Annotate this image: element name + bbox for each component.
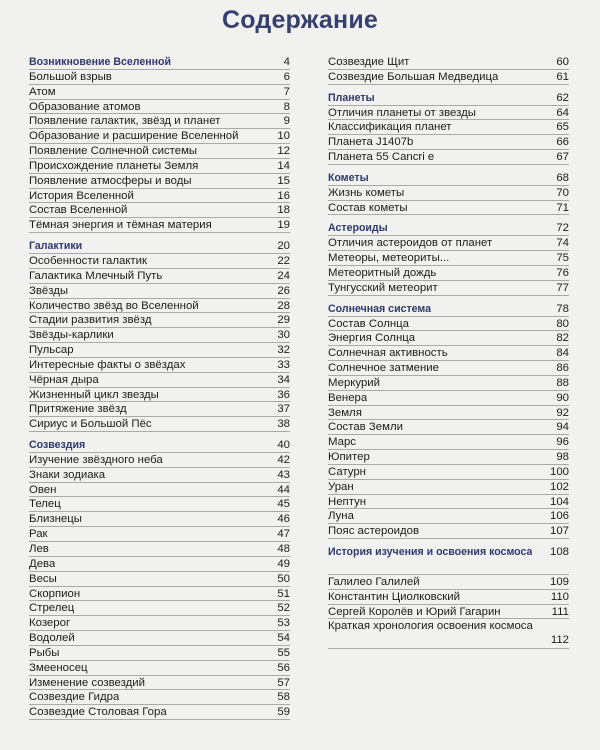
toc-page-number: 57	[277, 676, 290, 689]
toc-page-number: 60	[556, 56, 569, 68]
toc-entry-title: Галактика Млечный Путь	[29, 269, 163, 282]
toc-entry	[328, 590, 569, 605]
toc-page-number: 16	[277, 189, 290, 202]
toc-entry	[328, 106, 569, 121]
toc-page-number: 106	[549, 510, 569, 523]
toc-column-right	[328, 55, 569, 649]
toc-entry	[328, 391, 569, 406]
toc-entry-title: Солнечная активность	[328, 347, 448, 360]
toc-entry-title: Созвездия	[29, 439, 86, 452]
toc-entry-title: Водолей	[29, 632, 75, 645]
toc-entry-title: Образование атомов	[29, 100, 141, 113]
toc-entry	[328, 480, 569, 495]
toc-page-number: 96	[556, 436, 569, 449]
toc-entry-title: Состав Вселенной	[29, 204, 128, 217]
toc-entry-title: Происхождение планеты Земля	[29, 159, 199, 172]
toc-entry-title: Планета 55 Cancri e	[328, 151, 435, 164]
toc-entry-title: Чёрная дыра	[29, 373, 99, 386]
toc-entry-title: Образование и расширение Вселенной	[29, 130, 239, 143]
toc-page-number: 77	[556, 281, 569, 294]
toc-entry-title: Возникновение Вселенной	[29, 56, 172, 68]
toc-entry	[29, 114, 290, 129]
toc-page-number: 90	[556, 391, 569, 404]
toc-page-number: 10	[277, 130, 290, 143]
toc-page-number: 76	[556, 266, 569, 279]
toc-page-number: 104	[549, 495, 569, 508]
toc-entry	[328, 376, 569, 391]
toc-page-number: 4	[283, 56, 290, 68]
toc-entry	[29, 100, 290, 115]
toc-entry-title: Дева	[29, 557, 56, 570]
toc-page-number: 74	[556, 237, 569, 250]
toc-page-number: 52	[277, 602, 290, 615]
toc-entry	[29, 572, 290, 587]
toc-entry	[29, 284, 290, 299]
toc-entry-title: Планеты	[328, 91, 375, 104]
toc-entry-title: Знаки зодиака	[29, 468, 106, 481]
toc-entry-title: Юпитер	[328, 451, 370, 464]
toc-entry	[29, 203, 290, 218]
toc-section-heading	[328, 221, 569, 236]
toc-entry-title: Рак	[29, 528, 48, 541]
page-title: Содержание	[221, 6, 379, 34]
toc-entry-title: Жизнь кометы	[328, 186, 405, 199]
toc-entry	[29, 497, 290, 512]
toc-entry	[328, 605, 569, 620]
toc-entry	[29, 189, 290, 204]
toc-entry-title: Планета J1407b	[328, 136, 414, 149]
toc-entry	[328, 361, 569, 376]
toc-entry	[328, 251, 569, 266]
toc-entry-title: Константин Циолковский	[328, 590, 460, 603]
toc-entry-title: Астероиды	[328, 222, 388, 235]
toc-entry-title: Метеоритный дождь	[328, 266, 437, 279]
toc-section-heading	[328, 302, 569, 317]
toc-entry	[328, 281, 569, 296]
toc-entry	[328, 346, 569, 361]
toc-entry-title: Галактики	[29, 240, 83, 253]
toc-page-number: 84	[556, 347, 569, 360]
toc-entry-title: Состав Земли	[328, 421, 403, 434]
toc-page-number: 107	[549, 525, 569, 538]
toc-entry	[328, 524, 569, 539]
toc-page-number: 12	[277, 145, 290, 158]
toc-entry	[328, 266, 569, 281]
toc-entry-title: Стрелец	[29, 602, 75, 615]
toc-entry	[328, 406, 569, 421]
toc-entry-title: Лев	[29, 543, 49, 555]
toc-entry	[29, 601, 290, 616]
toc-page-number: 46	[277, 513, 290, 526]
toc-entry	[328, 55, 569, 70]
toc-section-heading	[328, 91, 569, 106]
toc-entry-title: Созвездие Щит	[328, 56, 410, 68]
toc-page-number: 75	[556, 252, 569, 265]
toc-entry	[328, 135, 569, 150]
toc-page-number: 102	[549, 480, 569, 493]
toc-entry-title: Уран	[328, 480, 354, 493]
toc-entry	[29, 557, 290, 572]
toc-page-number: 71	[556, 201, 569, 214]
toc-page-number: 20	[277, 240, 290, 253]
toc-page-number: 18	[277, 204, 290, 217]
toc-entry	[328, 186, 569, 201]
toc-page-number: 78	[556, 302, 569, 315]
toc-entry-title: Созвездие Гидра	[29, 691, 120, 704]
toc-page-number: 15	[277, 174, 290, 187]
toc-entry	[29, 646, 290, 661]
toc-entry-title: Звёзды	[29, 284, 69, 297]
toc-entry	[29, 129, 290, 144]
toc-entry	[29, 254, 290, 269]
toc-entry	[29, 468, 290, 483]
toc-page-number: 94	[556, 421, 569, 434]
toc-page-number: 9	[283, 115, 290, 128]
toc-page-number: 14	[277, 159, 290, 172]
toc-entry-title: Пояс астероидов	[328, 525, 420, 538]
toc-entry-title: Созвездие Столовая Гора	[29, 706, 167, 719]
toc-page-number: 43	[277, 468, 290, 481]
toc-entry	[328, 150, 569, 165]
toc-entry	[29, 159, 290, 174]
toc-entry	[29, 373, 290, 388]
toc-entry	[29, 512, 290, 527]
toc-entry	[29, 483, 290, 498]
toc-entry	[29, 661, 290, 676]
toc-entry	[328, 495, 569, 510]
toc-page-number: 111	[551, 605, 569, 618]
toc-page-number: 29	[277, 314, 290, 327]
toc-entry-title: Солнечная система	[328, 302, 432, 315]
toc-page-number: 50	[277, 572, 290, 585]
toc-entry	[29, 358, 290, 373]
toc-entry-title: Телец	[29, 498, 61, 511]
toc-entry-title: Особенности галактик	[29, 254, 147, 267]
toc-page-number: 40	[277, 439, 290, 452]
toc-entry-title: История изучения и освоения космоса	[328, 546, 533, 559]
toc-page-number: 44	[277, 483, 290, 496]
toc-entry-title: Отличия астероидов от планет	[328, 237, 493, 250]
toc-page-number: 53	[277, 617, 290, 630]
toc-page-number: 58	[277, 691, 290, 704]
toc-page-number: 88	[556, 376, 569, 389]
toc-page-number: 42	[277, 453, 290, 466]
toc-entry-title: Большой взрыв	[29, 70, 112, 83]
toc-entry	[29, 587, 290, 602]
toc-entry-title: Пульсар	[29, 344, 74, 357]
toc-entry-title: Венера	[328, 391, 368, 404]
toc-page-number: 72	[556, 222, 569, 235]
toc-page-number: 54	[277, 632, 290, 645]
toc-page-number: 64	[556, 106, 569, 119]
toc-entry-title: Сергей Королёв и Юрий Гагарин	[328, 605, 501, 618]
toc-page-number: 56	[277, 661, 290, 674]
toc-entry	[29, 144, 290, 159]
toc-page-number: 24	[277, 269, 290, 282]
toc-entry	[29, 70, 290, 85]
toc-page-number: 38	[277, 418, 290, 431]
toc-page-number: 70	[556, 186, 569, 199]
toc-page-number: 36	[277, 388, 290, 401]
toc-entry	[29, 313, 290, 328]
toc-entry-title: Кометы	[328, 171, 369, 184]
toc-entry-title: Появление атмосферы и воды	[29, 174, 192, 187]
toc-entry	[29, 402, 290, 417]
toc-page-number: 112	[550, 634, 569, 647]
toc-entry	[29, 343, 290, 358]
toc-entry-title: Звёзды-карлики	[29, 329, 114, 342]
toc-page-number: 47	[277, 528, 290, 541]
toc-page-number: 68	[556, 171, 569, 184]
toc-entry-title: Метеоры, метеориты...	[328, 252, 450, 265]
toc-column-left	[29, 55, 290, 720]
toc-entry-title: Появление галактик, звёзд и планет	[29, 115, 221, 128]
toc-page-number: 30	[277, 329, 290, 342]
toc-entry	[328, 70, 569, 85]
toc-entry-title: Меркурий	[328, 376, 381, 389]
toc-entry-title: Состав кометы	[328, 201, 408, 214]
toc-entry-title: Земля	[328, 406, 362, 419]
toc-page-number: 33	[277, 358, 290, 371]
toc-entry-title: Сириус и Большой Пёс	[29, 418, 152, 431]
toc-entry-title: Отличия планеты от звезды	[328, 106, 476, 119]
toc-entry-title: Тёмная энергия и тёмная материя	[29, 219, 212, 232]
toc-entry-title: Нептун	[328, 495, 367, 508]
toc-page-number: 37	[277, 403, 290, 416]
toc-page-number: 19	[277, 219, 290, 232]
toc-page-number: 100	[549, 465, 569, 478]
toc-section-heading	[29, 55, 290, 70]
toc-entry	[328, 509, 569, 524]
toc-entry-title: Козерог	[29, 617, 71, 630]
toc-page-number: 8	[283, 100, 290, 113]
toc-page-number: 26	[277, 284, 290, 297]
toc-page-number: 108	[549, 546, 569, 559]
toc-entry-title: Созвездие Большая Медведица	[328, 70, 499, 83]
toc-page-number: 55	[277, 646, 290, 659]
toc-entry-title: Марс	[328, 436, 356, 449]
toc-page-number: 80	[556, 317, 569, 330]
toc-entry-title: Змееносец	[29, 661, 88, 674]
toc-entry	[29, 690, 290, 705]
toc-entry	[29, 269, 290, 284]
toc-page-number: 92	[556, 406, 569, 419]
toc-entry	[29, 85, 290, 100]
toc-entry-title: Близнецы	[29, 513, 82, 526]
toc-entry	[328, 201, 569, 216]
toc-page-number: 110	[550, 590, 569, 603]
toc-page-number: 86	[556, 362, 569, 375]
toc-entry	[29, 417, 290, 432]
toc-entry-title: Стадии развития звёзд	[29, 314, 152, 327]
toc-entry	[29, 453, 290, 468]
toc-entry-title: Атом	[29, 85, 56, 98]
toc-entry	[328, 450, 569, 465]
toc-entry	[328, 435, 569, 450]
toc-entry-title: Скорпион	[29, 587, 81, 600]
toc-page-number: 61	[556, 70, 569, 83]
toc-entry	[29, 705, 290, 720]
toc-entry	[328, 465, 569, 480]
toc-entry	[29, 328, 290, 343]
toc-entry	[328, 120, 569, 135]
toc-page-number: 34	[277, 373, 290, 386]
toc-page-number: 62	[556, 91, 569, 104]
toc-page-number: 7	[283, 85, 290, 98]
toc-entry	[29, 676, 290, 691]
toc-entry	[328, 619, 569, 649]
toc-entry-title: Изменение созвездий	[29, 676, 145, 689]
toc-entry-title: Жизненный цикл звезды	[29, 388, 159, 401]
toc-entry-title: Классификация планет	[328, 121, 452, 134]
toc-entry-title: Тунгусский метеорит	[328, 281, 438, 294]
toc-page-number: 65	[556, 121, 569, 134]
toc-entry	[29, 299, 290, 314]
toc-entry-title: Овен	[29, 483, 57, 496]
toc-entry	[29, 388, 290, 403]
toc-entry	[29, 616, 290, 631]
toc-entry-title: Интересные факты о звёздах	[29, 358, 186, 371]
toc-page-number: 66	[556, 136, 569, 149]
toc-entry	[328, 420, 569, 435]
toc-entry-title: Притяжение звёзд	[29, 403, 127, 416]
toc-entry	[29, 174, 290, 189]
toc-entry	[29, 542, 290, 557]
toc-page-number: 32	[277, 344, 290, 357]
toc-entry-title: Солнечное затмение	[328, 362, 439, 375]
toc-entry	[29, 527, 290, 542]
toc-entry-title: Рыбы	[29, 646, 60, 659]
toc-entry-title: Изучение звёздного неба	[29, 453, 163, 466]
toc-page-number: 28	[277, 299, 290, 312]
toc-section-heading	[29, 239, 290, 254]
toc-entry-title: История Вселенной	[29, 189, 134, 202]
toc-entry	[29, 631, 290, 646]
toc-page-number: 45	[277, 498, 290, 511]
toc-entry	[328, 331, 569, 346]
toc-entry	[29, 218, 290, 233]
toc-entry	[328, 317, 569, 332]
toc-page-number: 22	[277, 254, 290, 267]
toc-entry-title: Сатурн	[328, 465, 366, 478]
toc-section-heading	[328, 545, 569, 575]
toc-page-number: 67	[556, 151, 569, 164]
toc-entry-title: Краткая хронология освоения космоса	[328, 620, 533, 633]
toc-page-number: 109	[549, 575, 569, 588]
toc-section-heading	[29, 438, 290, 453]
toc-page-number: 98	[556, 451, 569, 464]
toc-page-number: 82	[556, 332, 569, 345]
toc-section-heading	[328, 171, 569, 186]
toc-entry-title: Луна	[328, 510, 354, 523]
toc-page-number: 6	[283, 70, 290, 83]
toc-entry-title: Количество звёзд во Вселенной	[29, 299, 199, 312]
toc-page-number: 49	[277, 557, 290, 570]
toc-entry-title: Галилео Галилей	[328, 575, 420, 588]
toc-entry	[328, 575, 569, 590]
toc-page-number: 48	[277, 543, 290, 555]
toc-entry-title: Энергия Солнца	[328, 332, 416, 345]
toc-entry	[328, 236, 569, 251]
toc-entry-title: Весы	[29, 572, 57, 585]
toc-entry-title: Появление Солнечной системы	[29, 145, 198, 158]
toc-entry-title: Состав Солнца	[328, 317, 410, 330]
toc-page-number: 59	[277, 706, 290, 719]
toc-page-number: 51	[277, 587, 290, 600]
